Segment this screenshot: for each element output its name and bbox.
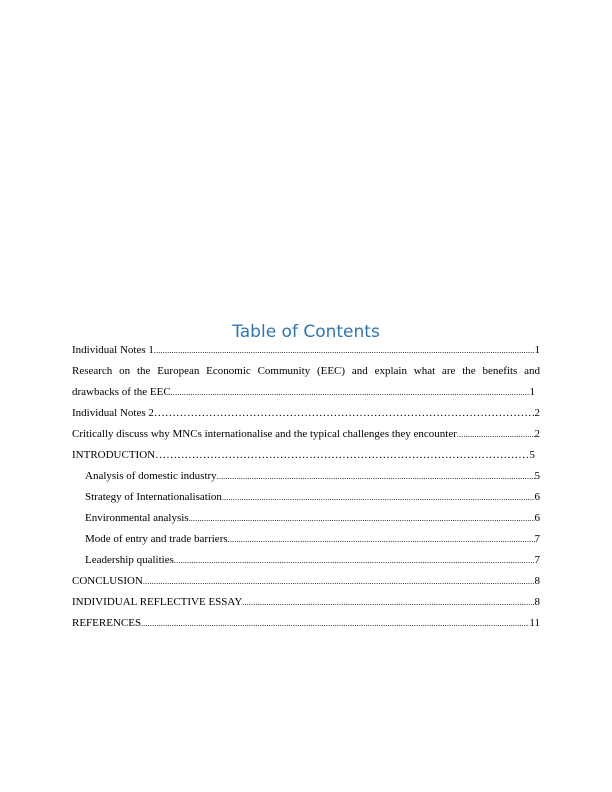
toc-entry-conclusion[interactable] [72, 571, 540, 592]
toc-entry-mode-of-entry[interactable] [72, 529, 540, 550]
toc-entry-page: 8 [534, 575, 540, 587]
toc-entry-page: 2 [534, 428, 540, 440]
toc-entry-page: 11 [529, 617, 540, 629]
toc-entry-label: Critically discuss why MNCs internationalise and the typical challenges they encounter [72, 428, 457, 440]
toc-leader [174, 550, 535, 571]
toc-entry-individual-notes-1[interactable] [72, 340, 540, 361]
toc-leader [222, 487, 535, 508]
toc-entry-label: Individual Notes 2 [72, 407, 154, 419]
toc-entry-page: 1 [534, 344, 540, 356]
toc-entry-label: Environmental analysis [85, 512, 189, 524]
toc-leader [155, 445, 529, 466]
toc-leader [189, 508, 535, 529]
toc-list [72, 340, 540, 634]
toc-entry-page: 5 [529, 449, 535, 461]
toc-entry-introduction[interactable] [72, 445, 540, 466]
toc-entry-label: INDIVIDUAL REFLECTIVE ESSAY [72, 596, 243, 608]
toc-entry-references[interactable] [72, 613, 540, 634]
toc-entry-strategy-internationalisation[interactable] [72, 487, 540, 508]
toc-entry-environmental-analysis[interactable] [72, 508, 540, 529]
toc-entry-mncs-internationalise[interactable] [72, 424, 540, 445]
toc-leader [457, 424, 535, 445]
toc-entry-page: 6 [534, 512, 540, 524]
toc-entry-reflective-essay[interactable] [72, 592, 540, 613]
toc-entry-label: Mode of entry and trade barriers [85, 533, 228, 545]
toc-leader [143, 571, 535, 592]
toc-entry-leadership-qualities[interactable] [72, 550, 540, 571]
toc-entry-page: 5 [534, 470, 540, 482]
toc-leader [217, 466, 535, 487]
toc-entry-label: Analysis of domestic industry [85, 470, 217, 482]
toc-entry-page: 7 [534, 554, 540, 566]
toc-entry-analysis-domestic-industry[interactable] [72, 466, 540, 487]
toc-entry-page: 1 [529, 386, 535, 398]
toc-leader [242, 592, 534, 613]
toc-entry-individual-notes-2[interactable] [72, 403, 540, 424]
toc-entry-research-eec-line2[interactable] [72, 382, 540, 403]
toc-leader [228, 529, 535, 550]
toc-entry-label: Research on the European Economic Community (EEC) and explain what are the benefits and [72, 365, 540, 377]
toc-leader [154, 340, 535, 361]
toc-entry-page: 2 [534, 407, 540, 419]
toc-entry-label: Individual Notes 1 [72, 344, 154, 356]
toc-leader [154, 403, 535, 424]
toc-entry-page: 8 [534, 596, 540, 608]
toc-entry-page: 6 [534, 491, 540, 503]
toc-entry-label: CONCLUSION [72, 575, 143, 587]
toc-entry-label: Leadership qualities [85, 554, 174, 566]
toc-entry-label: drawbacks of the EEC [72, 386, 171, 398]
toc-title: Table of Contents [232, 322, 380, 342]
toc-entry-page: 7 [534, 533, 540, 545]
toc-leader [141, 613, 529, 634]
toc-entry-label: INTRODUCTION [72, 449, 156, 461]
toc-entry-label: REFERENCES [72, 617, 142, 629]
toc-entry-research-eec-line1[interactable] [72, 361, 540, 382]
toc-entry-label: Strategy of Internationalisation [85, 491, 222, 503]
toc-leader [171, 382, 530, 403]
